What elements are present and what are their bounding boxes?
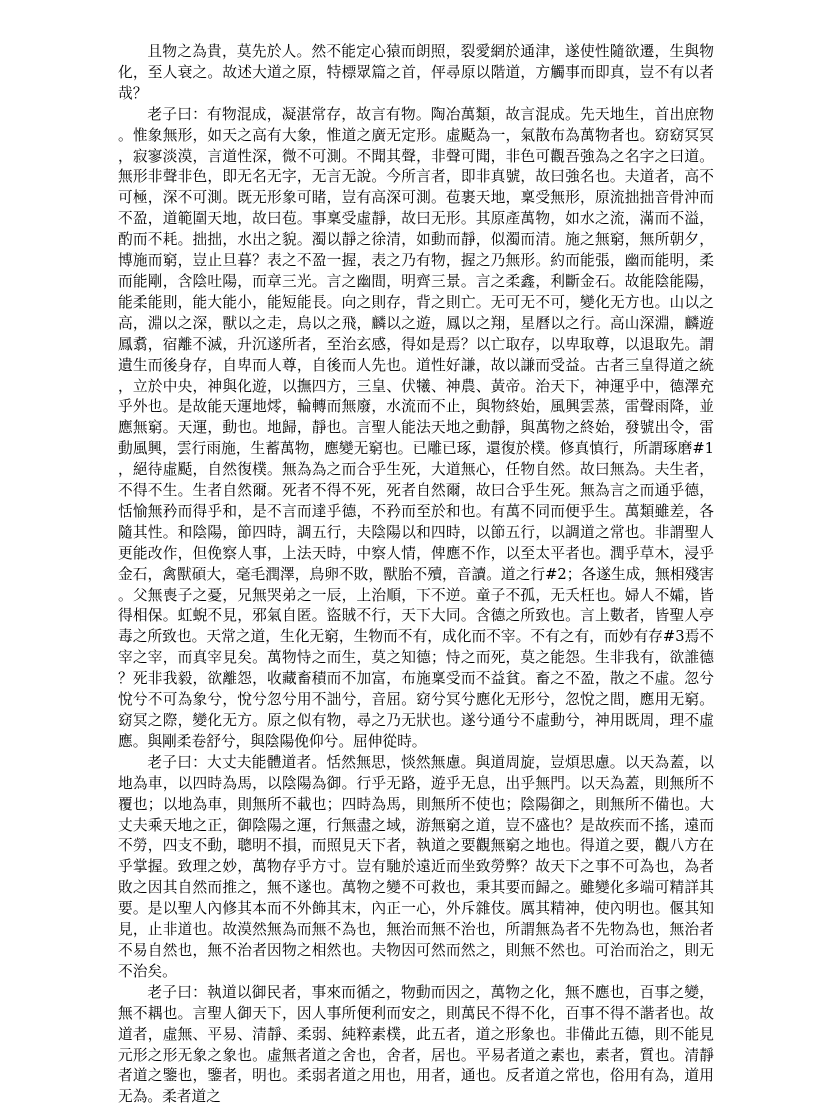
paragraph-laozi-you-wu-hun-cheng: 老子曰：有物混成，凝湛常存，故言有物。陶冶萬類，故言混成。先天地生，首出庶物。惟象無形，如天之高有大象，惟道之廣无定形。虛颳為一，氣散布為萬物者也。窈窈冥冥，寂寥淡漠，言道性深，微不可測。不聞其聲，非聲可聞，非色可觀吾強為之名字之曰道。無形非聲非色，即无名无字，无言无說。今所言者，即非真號，故曰強名也。夫道者，高不可極，深不可測。既无形象可睹，豈有高深可測。苞裹天地，稟受無形，原流拙拙音骨沖而不盈，道範圍天地，故曰苞。事稟受虛靜，故曰无形。其原產萬物，如水之流，滿而不溢，酌而不耗。拙拙，水出之貌。濁以靜之徐清，如動而靜，似濁而清。施之無窮，無所朝夕，博施而窮，豈止旦暮？表之不盈一握，表之乃有物，握之乃無形。約而能張，幽而能明，柔而能剛，含陰吐陽，而章三光。言之幽間，明齊三景。言之柔鑫，利斷金石。故能陰能陽，能柔能則，能大能小，能短能長。向之則存，背之則亡。无可无不可，變化无方也。山以之高，淵以之深，獸以之走，鳥以之飛，麟以之遊，鳳以之翔，星曆以之行。高山深淵，麟遊鳳翥，宿離不滅，升沉遂所者，至治玄感，得如是焉？以亡取存，以卑取尊，以退取先。謂遺生而後身存，自卑而人尊，自後而人先也。道性好謙，故以謙而受益。古者三皇得道之統，立於中央，神與化遊，以撫四方，三皇、伏犧、神農、黃帝。治天下，神運乎中，德澤充乎外也。是故能天運地燯，輪轉而無廢，水流而不止，與物終始，風興雲蒸，雷聲雨降，並應無窮。天運，動也。地歸，靜也。言聖人能法天地之動靜，與萬物之終始，發號出令，雷動風興，雲行雨施，生蓄萬物，應變无窮也。已雕已琢，還復於樸。修真慎行，所謂琢磨#1，絕待虛颳，自然復樸。無為為之而合乎生死，大道無心，任物自然。故曰無為。夫生者，不得不生。生者自然爾。死者不得不死，死者自然爾，故曰合乎生死。無為言之而通乎德，恬愉無矜而得乎和，是不言而達乎德，不矜而至於和也。有萬不同而便乎生。萬類雖差，各隨其性。和陰陽，節四時，調五行，夫陰陽以和四時，以節五行，以調道之常也。非謂聖人更能改作，但俛察人事，上法天時，中察人情，俾應不作，以至太平者也。潤乎草木，浸乎金石，禽獸碩大，毫毛潤澤，鳥卵不敗，獸胎不殰，音讀。道之行#2；各遂生成，無相殘害。父無喪子之憂，兄無哭弟之一辰，上治順，下不逆。童子不孤，无夭枉也。婦人不孀，皆得相保。虹蜺不見，邪氣自匿。盜賊不行，天下大同。含德之所致也。言上數者，皆聖人亭毒之所致也。天常之道，生化无窮，生物而不有，成化而不宰。不有之有，而妙有存#3焉不宰之宰，而真宰見矣。萬物恃之而生，莫之知德；恃之而死，莫之能怨。生非我有，欲誰德？死非我毅，欲離怨，收藏畜積而不加富，布施稟受而不益貧。畜之不盈，散之不虛。忽兮悅兮不可為象兮，悅兮忽兮用不詘兮，音屈。窈兮冥兮應化无形兮，忽悅之間，應用无窮。窈冥之際，變化无方。原之似有物，尋之乃无狀也。遂兮通兮不虛動兮，神用既周，理不虛應。與剛柔卷舒兮，與陰陽俛仰兮。屈伸從時。: [118, 105, 714, 750]
paragraph-intro: 且物之為貴，莫先於人。然不能定心猿而朗照，裂愛網於通津，遂使性隨欲遷，生與物化，至人衰之。故述大道之原，特標眾篇之首，伻尋原以階道，方觸事而即真，豈不有以者哉？: [118, 43, 714, 102]
paragraph-laozi-zhi-dao-yu-min: 老子曰：執道以御民者，事來而循之，物動而因之，萬物之化，無不應也，百事之變，無不耦也。言聖人御天下，因人事所便利而安之，則萬民不得不化，百事不得不諧者也。故道者，虛無、平易、清靜、柔弱、純粹素樸，此五者，道之形象也。非備此五德，則不能見元形之形无象之象也。虛無者道之舍也，舍者，居也。平易者道之素也，素者，質也。清靜者道之鑒也，鑒者，明也。柔弱者道之用也，用者，通也。反者道之常也，俗用有為，道用无為。柔者道之: [118, 983, 714, 1106]
paragraph-laozi-da-zhang-fu: 老子曰：大丈夫能體道者。恬然無思，惔然無慮。與道周旋，豈煩思慮。以天為蓋，以地為車，以四時為馬，以陰陽為御。行乎无路，遊乎无息，出乎無門。以天為蓋，則無所不覆也；以地為車，則無所不載也；四時為馬，則無所不使也；陰陽御之，則無所不備也。大丈夫乘天地之正，御陰陽之運，行無盡之域，游無窮之道，豈不盛也？是故疾而不搖，遠而不勞，四支不動，聰明不損，而照見天下者，執道之要觀無窮之地也。得道之要，觀八方在乎掌握。致理之妙，萬物存乎方寸。豈有馳於遠近而坐致勞弊？故天下之事不可為也，為者敗之因其自然而推之，無不遂也。萬物之變不可救也，秉其要而歸之。雖變化多端可精詳其要。是以聖人內修其本而不外飾其末，內正一心，外斥雜伎。厲其精神，使內明也。偃其知見，止非道也。故漠然無為而無不為也，無治而無不治也，所謂無為者不先物為也，無治者不易自然也，無不治者因物之相然也。夫物因可然而然之，則無不然也。可治而治之，則无不治矣。: [118, 753, 714, 980]
